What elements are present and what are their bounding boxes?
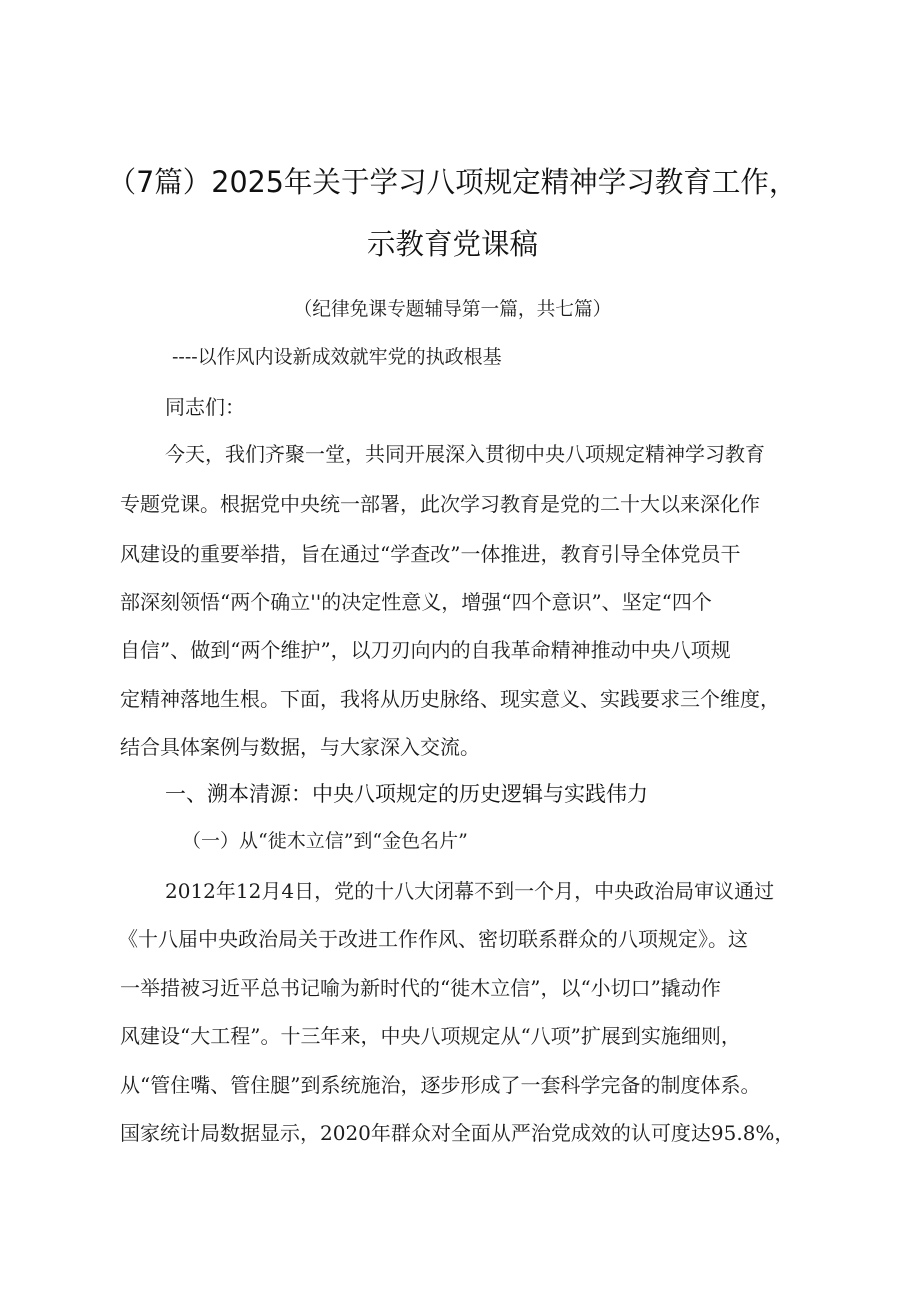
intro-line: 结合具体案例与数据，与大家深入交流。 (120, 735, 480, 759)
document-title-line-2: 示教育党课稿 (366, 227, 539, 261)
intro-line: 定精神落地生根。下面，我将从历史脉络、现实意义、实践要求三个维度， (120, 687, 780, 711)
body-line: 风建设“大工程”。十三年来，中央八项规定从“八项”扩展到实施细则， (120, 1024, 741, 1048)
body-line: 一举措被习近平总书记喻为新时代的“徙木立信”，以“小切口”撬动作 (120, 976, 721, 1000)
body-line: 《十八届中央政治局关于改进工作作风、密切联系群众的八项规定》。这 (118, 927, 748, 951)
intro-line: 风建设的重要举措，旨在通过“学查改”一体推进，教育引导全体党员干 (120, 542, 741, 566)
document-theme: ----以作风内设新成效就牢党的执政根基 (172, 346, 502, 368)
body-line: 国家统计局数据显示，2020年群众对全面从严治党成效的认可度达95.8%， (120, 1121, 795, 1145)
body-line: 2012年12月4日，党的十八大闭幕不到一个月，中央政治局审议通过 (165, 879, 775, 903)
intro-line: 自信”、做到“两个维护”，以刀刃向内的自我革命精神推动中央八项规 (120, 638, 731, 662)
subsection-heading: （一）从“徙木立信”到“金色名片” (182, 830, 468, 852)
intro-line: 部深刻领悟“两个确立''的决定性意义，增强“四个意识”、坚定“四个 (120, 590, 712, 614)
document-title-line-1: （7篇）2025年关于学习八项规定精神学习教育工作， (107, 165, 798, 199)
intro-line: 专题党课。根据党中央统一部署，此次学习教育是党的二十大以来深化作 (120, 492, 760, 516)
salutation: 同志们： (165, 395, 245, 419)
intro-line: 今天，我们齐聚一堂，共同开展深入贯彻中央八项规定精神学习教育 (165, 442, 765, 466)
body-line: 从“管住嘴、管住腿”到系统施治，逐步形成了一套科学完备的制度体系。 (120, 1073, 761, 1097)
document-subtitle: （纪律免课专题辅导第一篇，共七篇） (293, 298, 612, 320)
section-heading: 一、溯本清源：中央八项规定的历史逻辑与实践伟力 (165, 782, 648, 806)
